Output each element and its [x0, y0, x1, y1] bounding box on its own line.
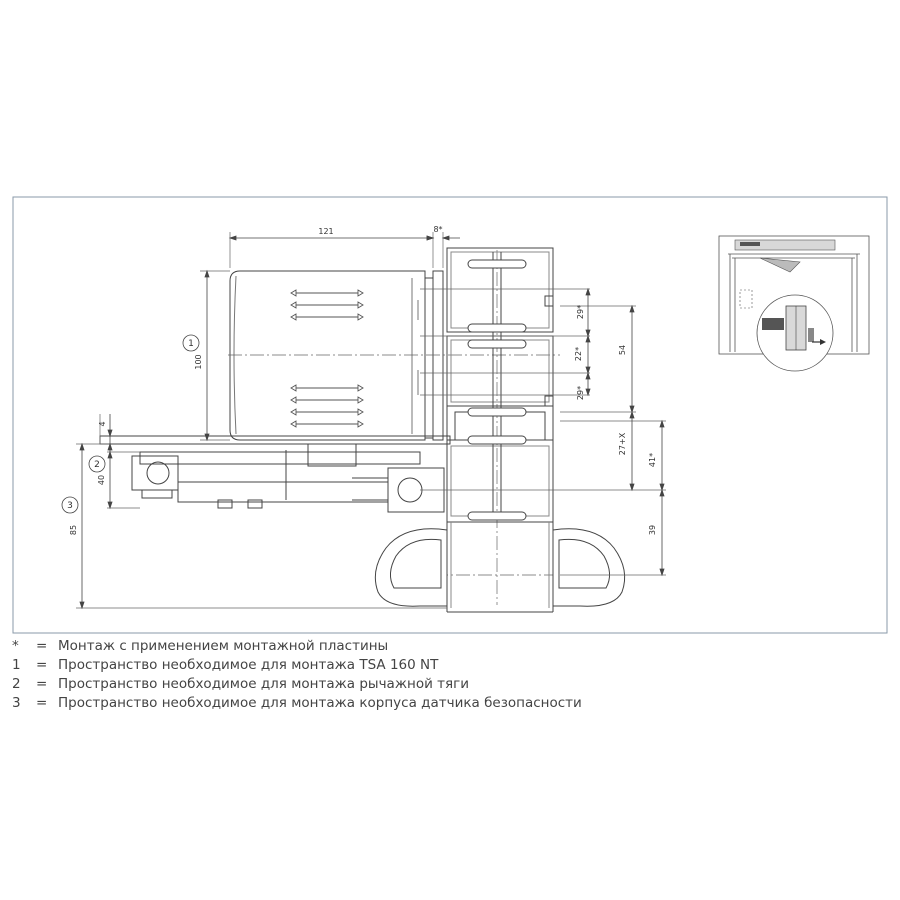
legend-key: 2	[12, 676, 21, 692]
dim-54: 54	[618, 344, 627, 356]
operator-housing	[230, 271, 443, 440]
dim-8: 8*	[433, 225, 443, 234]
legend-key: 3	[12, 695, 21, 711]
legend-text: Монтаж с применением монтажной пластины	[58, 638, 389, 654]
legend-equals: =	[36, 657, 48, 673]
legend-text: Пространство необходимое для монтажа рычажной тяги	[58, 676, 469, 692]
legend-key: *	[12, 638, 19, 654]
dim-40: 40	[97, 474, 106, 486]
dim-39: 39	[648, 524, 657, 536]
legend-key: 1	[12, 657, 21, 673]
dim-41: 41*	[648, 452, 657, 468]
dim-85: 85	[69, 524, 78, 536]
marker-2: 2	[94, 460, 100, 470]
dim-22: 22*	[574, 346, 583, 362]
legend-item	[12, 695, 712, 714]
legend	[12, 638, 712, 714]
legend-equals: =	[36, 676, 48, 692]
marker-1: 1	[188, 339, 194, 349]
marker-3: 3	[67, 501, 73, 511]
dim-100: 100	[194, 354, 203, 370]
lever-arm	[100, 436, 450, 512]
dim-29-top: 29*	[576, 304, 585, 320]
dim-4: 4	[98, 421, 107, 427]
legend-item	[12, 657, 712, 676]
legend-equals: =	[36, 695, 48, 711]
sensor-housing	[375, 529, 624, 606]
legend-item	[12, 638, 712, 657]
legend-item	[12, 676, 712, 695]
legend-text: Пространство необходимое для монтажа TSA 160 NT	[58, 657, 439, 673]
dim-29-bottom: 29*	[576, 385, 585, 401]
legend-equals: =	[36, 638, 48, 654]
vent-grille	[291, 290, 363, 427]
dim-121: 121	[318, 227, 334, 236]
door-profile	[447, 248, 553, 612]
inset-overview	[719, 236, 869, 371]
dim-27x: 27+X	[618, 432, 627, 456]
legend-text: Пространство необходимое для монтажа корпуса датчика безопасности	[58, 695, 582, 711]
